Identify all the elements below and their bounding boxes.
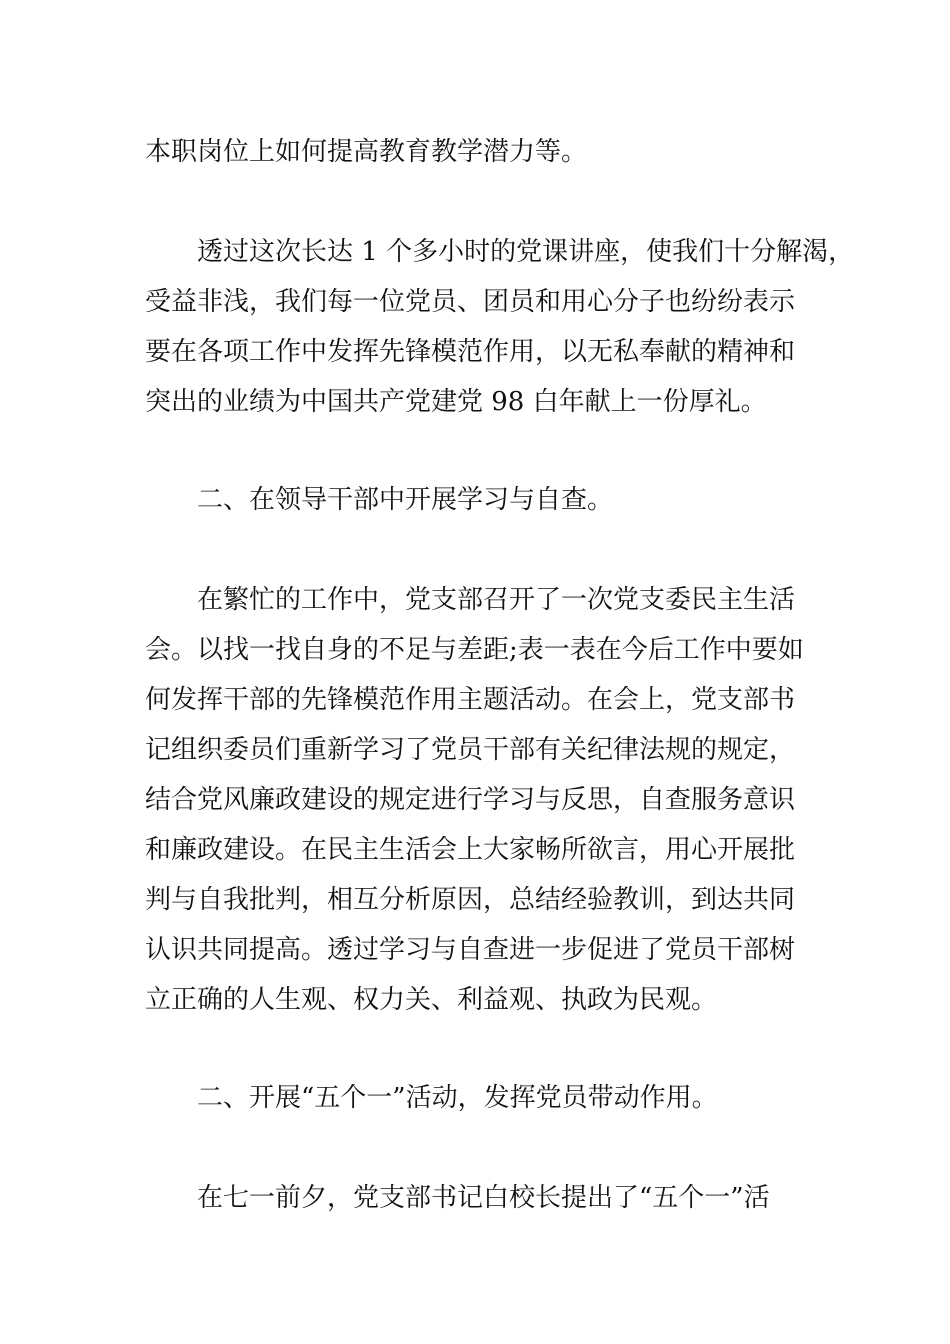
- text-line: [0, 780, 950, 820]
- line-text: 在繁忙的工作中，党支部召开了一次党支委民主生活: [197, 585, 796, 615]
- line-text: 要在各项工作中发挥先锋模范作用，以无私奉献的精神和: [145, 337, 796, 367]
- text-line: [0, 680, 950, 720]
- line-text: 何发挥干部的先锋模范作用主题活动。在会上，党支部书: [145, 685, 796, 715]
- text-line: [0, 930, 950, 970]
- text-line: [0, 382, 950, 422]
- line-text: 和廉政建设。在民主生活会上大家畅所欲言，用心开展批: [145, 835, 796, 865]
- line-text: 记组织委员们重新学习了党员干部有关纪律法规的规定，: [145, 735, 796, 765]
- line-text: 会。以找一找自身的不足与差距;表一表在今后工作中要如: [145, 635, 804, 665]
- section-heading: [0, 1078, 950, 1118]
- section-heading: [0, 480, 950, 520]
- text-line: [0, 1178, 950, 1218]
- line-text: 透过这次长达 1 个多小时的党课讲座，使我们十分解渴，: [197, 237, 855, 267]
- line-text: 本职岗位上如何提高教育教学潜力等。: [145, 137, 588, 167]
- text-line: [0, 232, 950, 272]
- line-text: 结合党风廉政建设的规定进行学习与反思，自查服务意识: [145, 785, 796, 815]
- text-line: [0, 580, 950, 620]
- line-text: 认识共同提高。透过学习与自查进一步促进了党员干部树: [145, 935, 796, 965]
- text-line: [0, 830, 950, 870]
- text-line: [0, 980, 950, 1020]
- line-text: 二、开展“五个一”活动，发挥党员带动作用。: [197, 1083, 718, 1113]
- line-text: 受益非浅，我们每一位党员、团员和用心分子也纷纷表示: [145, 287, 796, 317]
- text-line: [0, 630, 950, 670]
- line-text: 在七一前夕，党支部书记白校长提出了“五个一”活: [197, 1183, 770, 1213]
- line-text: 突出的业绩为中国共产党建党 98 白年献上一份厚礼。: [145, 387, 767, 417]
- text-line: [0, 132, 950, 172]
- text-line: [0, 730, 950, 770]
- line-text: 判与自我批判，相互分析原因，总结经验教训，到达共同: [145, 885, 796, 915]
- text-line: [0, 332, 950, 372]
- line-text: 二、在领导干部中开展学习与自查。: [197, 485, 614, 515]
- line-text: 立正确的人生观、权力关、利益观、执政为民观。: [145, 985, 718, 1015]
- text-line: [0, 282, 950, 322]
- text-line: [0, 880, 950, 920]
